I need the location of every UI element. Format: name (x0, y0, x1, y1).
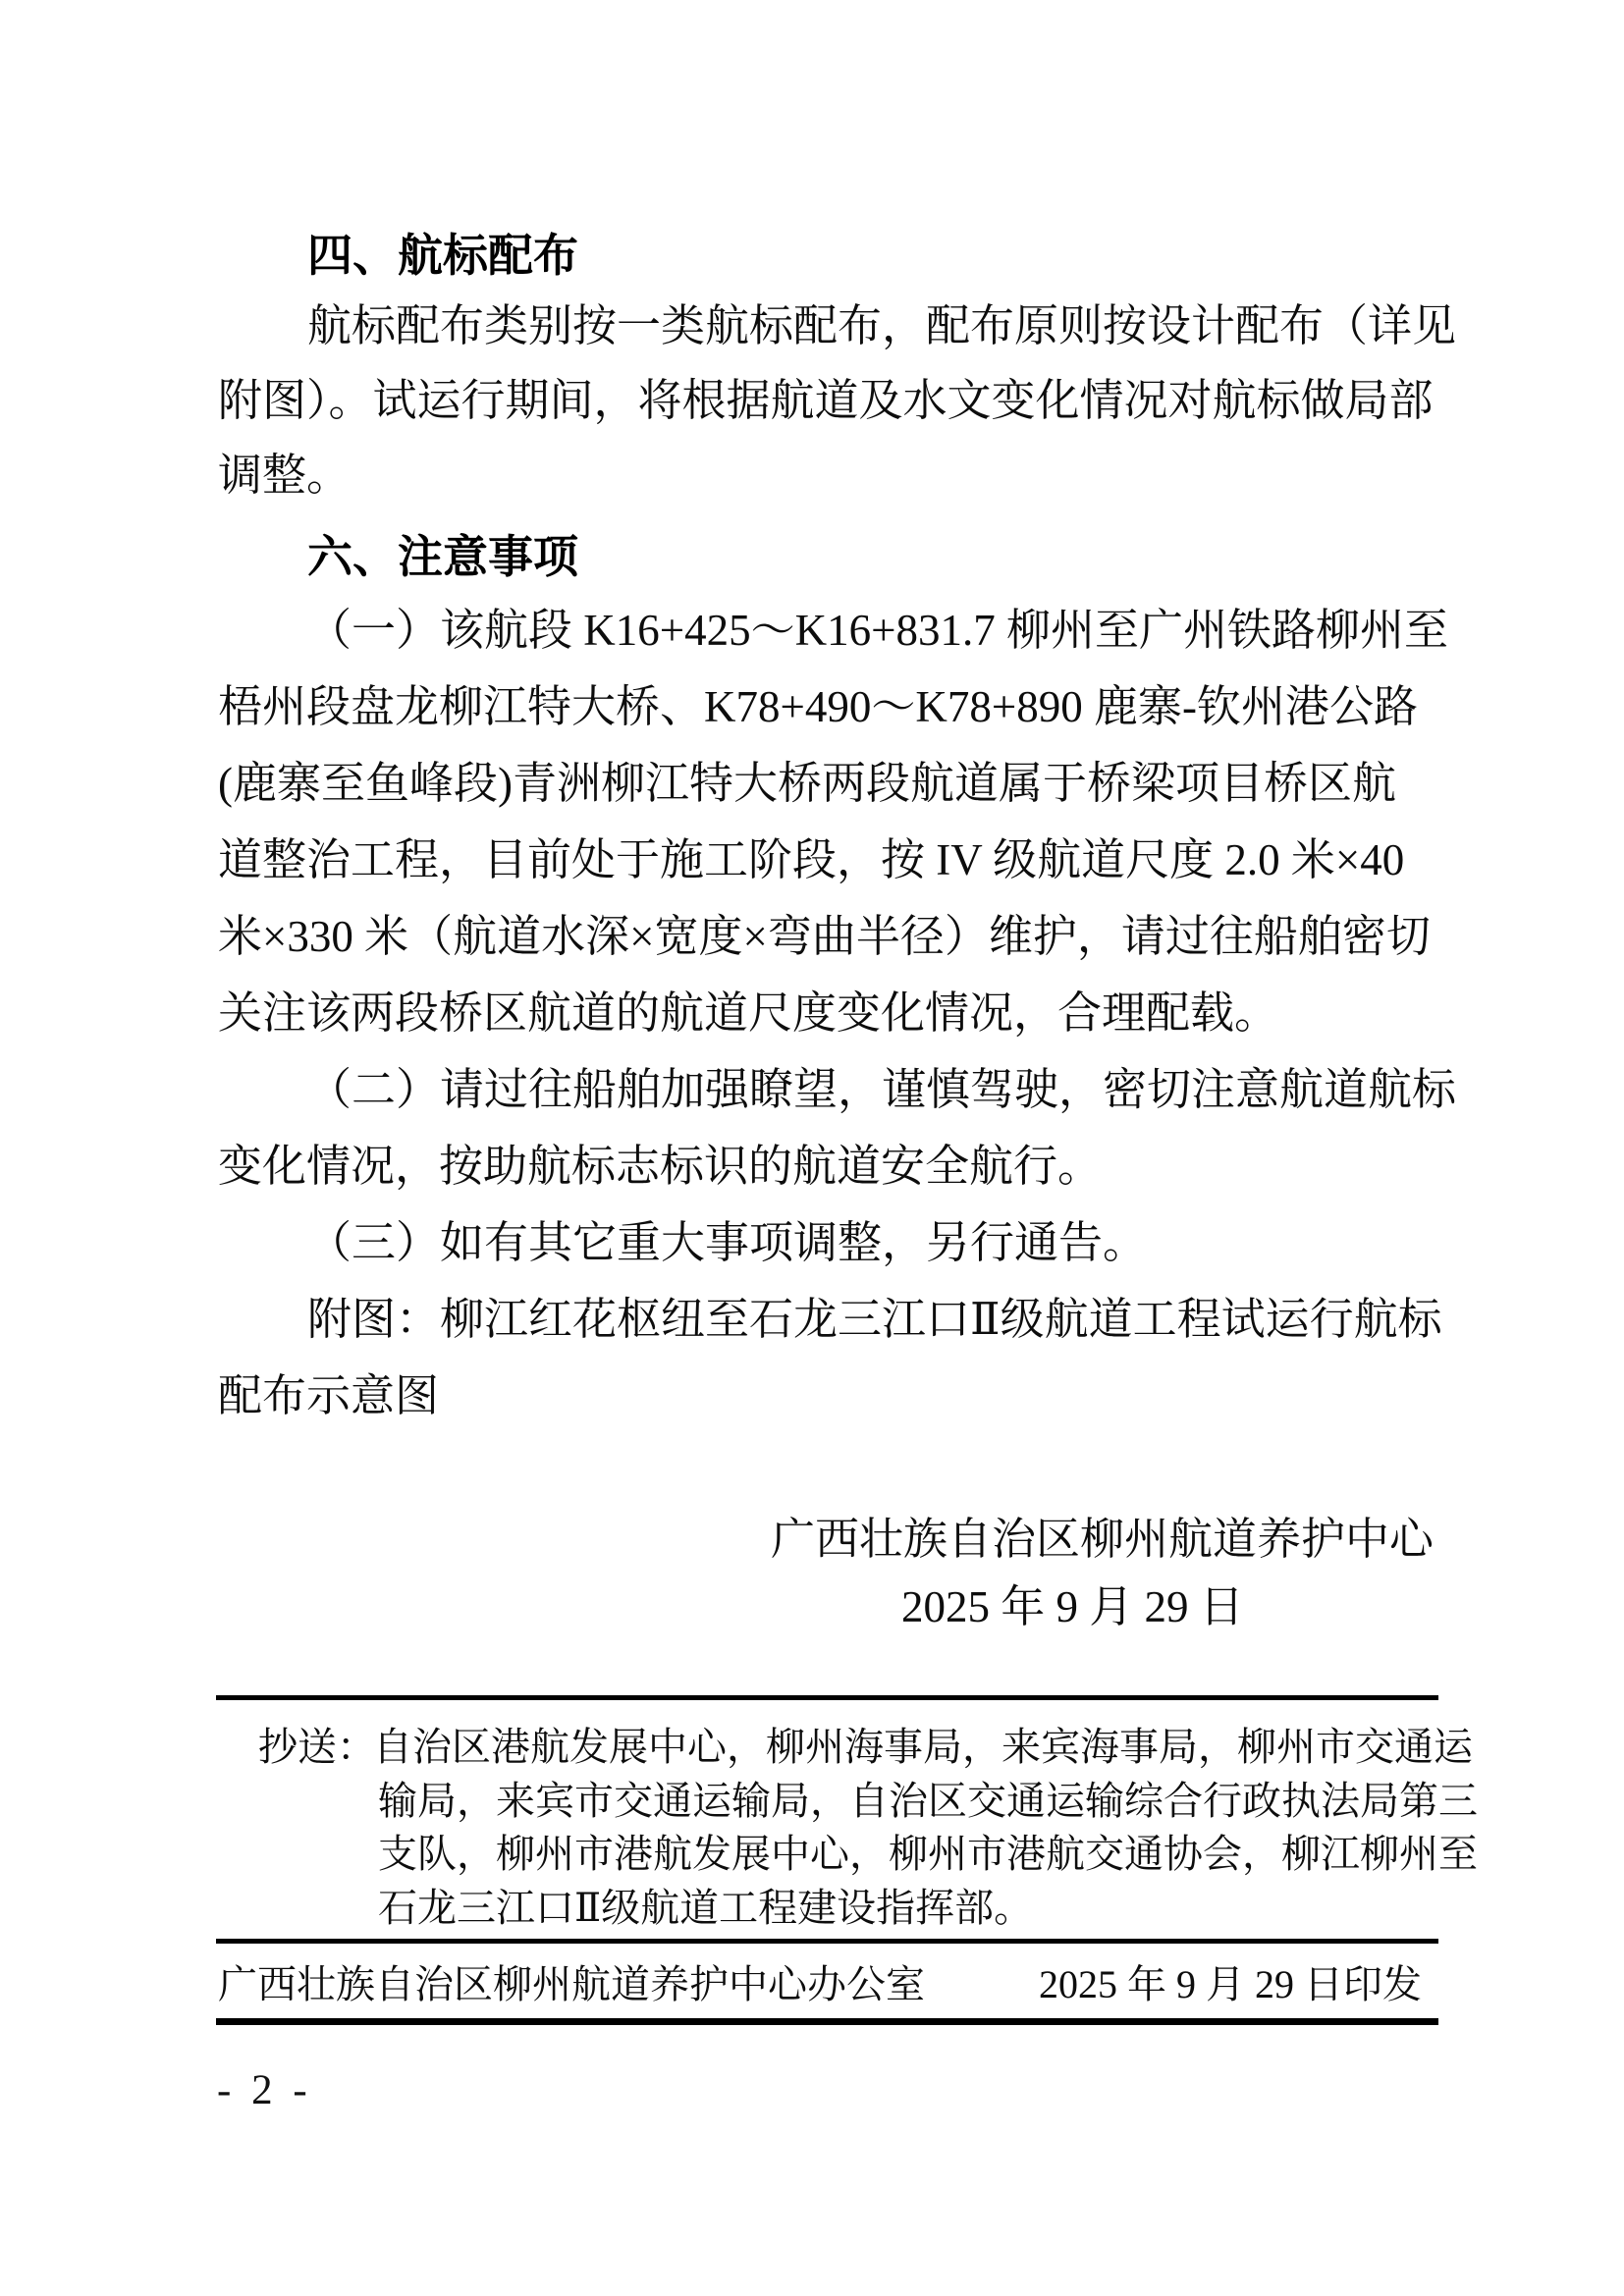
body-line: （二）请过往船舶加强瞭望，谨慎驾驶，密切注意航道航标 (307, 1065, 1457, 1114)
cc-line: 石龙三江口Ⅱ级航道工程建设指挥部。 (378, 1886, 1034, 1930)
body-line: （三）如有其它重大事项调整，另行通告。 (307, 1218, 1148, 1267)
body-line: 关注该两段桥区航道的航道尺度变化情况，合理配载。 (218, 988, 1279, 1038)
body-line: 变化情况，按助航标志标识的航道安全航行。 (218, 1142, 1103, 1191)
signature-org: 广西壮族自治区柳州航道养护中心 (771, 1515, 1435, 1564)
body-line: (鹿寨至鱼峰段)青洲柳江特大桥两段航道属于桥梁项目桥区航 (218, 759, 1396, 808)
body-line: 梧州段盘龙柳江特大桥、K78+490～K78+890 鹿寨-钦州港公路 (218, 682, 1418, 731)
section-heading-biaopei: 四、航标配布 (307, 229, 578, 282)
divider-line-top (216, 1695, 1438, 1700)
divider-line-bottom (216, 2018, 1438, 2025)
cc-label: 抄送： (258, 1725, 376, 1769)
body-line: 道整治工程，目前处于施工阶段，按 IV 级航道尺度 2.0 米×40 (218, 835, 1405, 884)
cc-line: 输局，来宾市交通运输局，自治区交通运输综合行政执法局第三 (378, 1779, 1478, 1823)
body-line: 附图：柳江红花枢纽至石龙三江口Ⅱ级航道工程试运行航标 (307, 1295, 1442, 1344)
cc-line: 支队，柳州市港航发展中心，柳州市港航交通协会，柳江柳州至 (378, 1832, 1478, 1876)
cc-line: 自治区港航发展中心，柳州海事局，来宾海事局，柳州市交通运 (373, 1725, 1473, 1769)
body-line: （一）该航段 K16+425～K16+831.7 柳州至广州铁路柳州至 (307, 606, 1449, 655)
signature-date: 2025 年 9 月 29 日 (901, 1582, 1244, 1631)
body-line: 米×330 米（航道水深×宽度×弯曲半径）维护，请过往船舶密切 (218, 912, 1431, 961)
section-heading-zhuyi: 六、注意事项 (307, 530, 578, 583)
body-line: 调整。 (218, 451, 352, 500)
body-line: 航标配布类别按一类航标配布，配布原则按设计配布（详见 (307, 301, 1457, 350)
body-line: 配布示意图 (218, 1371, 440, 1420)
divider-line-middle (216, 1939, 1438, 1944)
footer-office: 广西壮族自治区柳州航道养护中心办公室 (218, 1962, 925, 2006)
page-number: - 2 - (217, 2067, 312, 2113)
footer-print-date: 2025 年 9 月 29 日印发 (1039, 1962, 1422, 2006)
body-line: 附图）。试运行期间，将根据航道及水文变化情况对航标做局部 (218, 376, 1434, 425)
